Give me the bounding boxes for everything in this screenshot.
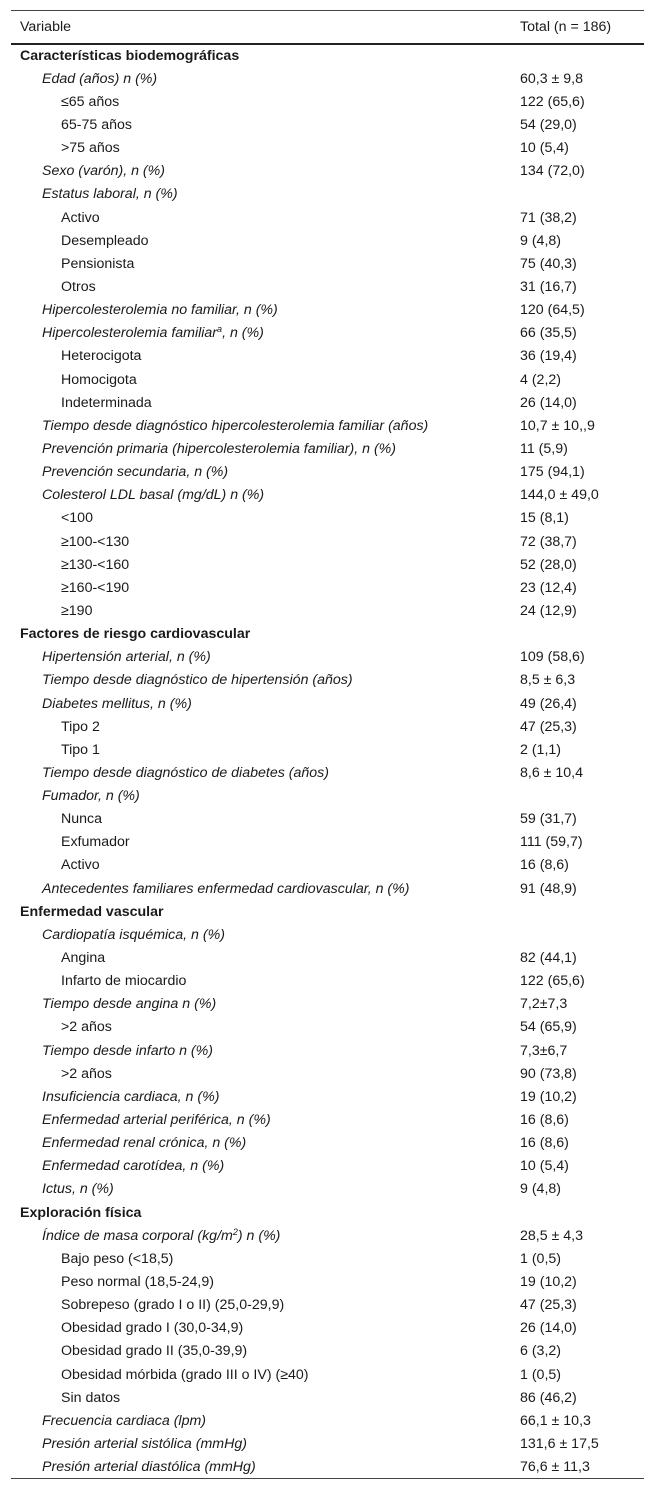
variable-cell bbox=[11, 67, 511, 90]
total-value-cell: 2 (1,1) bbox=[520, 741, 562, 758]
variable-cell bbox=[11, 761, 511, 784]
table-row bbox=[11, 1132, 644, 1155]
table-row bbox=[11, 507, 644, 530]
variable-cell bbox=[11, 437, 511, 460]
total-value-cell: 90 (73,8) bbox=[520, 1065, 577, 1082]
variable-cell bbox=[11, 275, 511, 298]
variable-cell bbox=[11, 854, 511, 877]
total-value-cell: 19 (10,2) bbox=[520, 1274, 577, 1291]
table-row bbox=[11, 368, 644, 391]
total-value-cell: 111 (59,7) bbox=[520, 834, 583, 851]
table-row bbox=[11, 437, 644, 460]
table-row bbox=[11, 715, 644, 738]
total-value-cell: 52 (28,0) bbox=[520, 556, 577, 573]
total-value-cell: 54 (29,0) bbox=[520, 116, 577, 133]
variable-label: Estatus laboral, n (%) bbox=[42, 186, 178, 203]
table-row bbox=[11, 646, 644, 669]
variable-label: Exploración física bbox=[20, 1204, 142, 1221]
table-row bbox=[11, 252, 644, 275]
table-row bbox=[11, 970, 644, 993]
total-value-cell: 66,1 ± 10,3 bbox=[520, 1412, 591, 1429]
total-value-cell: 76,6 ± 11,3 bbox=[511, 1456, 644, 1479]
variable-cell bbox=[11, 414, 511, 437]
table-row bbox=[11, 530, 644, 553]
total-value-cell: 59 (31,7) bbox=[520, 811, 577, 828]
variable-cell bbox=[11, 1016, 511, 1039]
variable-label: >2 años bbox=[61, 1019, 112, 1036]
variable-label: Nunca bbox=[61, 811, 103, 828]
table-row bbox=[11, 877, 644, 900]
table-row bbox=[11, 946, 644, 969]
table-row bbox=[11, 854, 644, 877]
total-value-cell: 71 (38,2) bbox=[520, 209, 577, 226]
variable-cell bbox=[11, 44, 511, 67]
table-row bbox=[11, 414, 644, 437]
variable-label: Desempleado bbox=[61, 232, 149, 249]
total-value-cell: 144,0 ± 49,0 bbox=[520, 487, 599, 504]
characteristics-table bbox=[11, 10, 644, 1479]
variable-label: <100 bbox=[61, 510, 93, 527]
variable-cell bbox=[11, 1247, 511, 1270]
variable-cell bbox=[11, 646, 511, 669]
variable-cell bbox=[11, 530, 511, 553]
total-value-cell: 10 (5,4) bbox=[520, 1158, 569, 1175]
variable-label: Heterocigota bbox=[61, 348, 142, 365]
table-row bbox=[11, 1247, 644, 1270]
variable-cell bbox=[11, 785, 511, 808]
total-value-cell: 122 (65,6) bbox=[520, 973, 585, 990]
table-row bbox=[11, 391, 644, 414]
variable-label: Pensionista bbox=[61, 255, 135, 272]
variable-label: Activo bbox=[61, 857, 100, 874]
total-value-cell: 24 (12,9) bbox=[520, 602, 577, 619]
variable-cell bbox=[11, 183, 511, 206]
total-value-cell: 10 (5,4) bbox=[520, 140, 569, 157]
superscript: 2 bbox=[232, 1226, 238, 1237]
variable-cell bbox=[11, 368, 511, 391]
table-body bbox=[11, 44, 644, 1479]
variable-cell bbox=[11, 1085, 511, 1108]
variable-cell bbox=[11, 1062, 511, 1085]
table-row bbox=[11, 1108, 644, 1131]
table-row bbox=[11, 137, 644, 160]
total-value-cell bbox=[511, 183, 644, 206]
variable-cell bbox=[11, 252, 511, 275]
variable-label: Sexo (varón), n (%) bbox=[42, 163, 165, 180]
total-value-cell: 120 (64,5) bbox=[520, 302, 585, 319]
variable-cell bbox=[11, 900, 511, 923]
variable-label: Prevención primaria (hipercolesterolemia familiar), n (%) bbox=[42, 440, 397, 457]
variable-cell bbox=[11, 137, 511, 160]
total-value-cell: 49 (26,4) bbox=[520, 695, 577, 712]
variable-cell bbox=[11, 1386, 511, 1409]
table-row bbox=[11, 669, 644, 692]
variable-label: Infarto de miocardio bbox=[61, 973, 187, 990]
total-value-cell: 131,6 ± 17,5 bbox=[520, 1436, 599, 1452]
table-row bbox=[11, 808, 644, 831]
total-value-cell: 60,3 ± 9,8 bbox=[520, 70, 584, 87]
table-row bbox=[11, 90, 644, 113]
total-value-cell: 47 (25,3) bbox=[520, 718, 577, 735]
variable-label: >2 años bbox=[61, 1065, 112, 1082]
variable-label: Tiempo desde diagnóstico de hipertensión (años) bbox=[42, 672, 353, 689]
table-row bbox=[11, 1085, 644, 1108]
variable-cell bbox=[11, 692, 511, 715]
variable-cell bbox=[11, 923, 511, 946]
variable-label: Prevención secundaria, n (%) bbox=[42, 464, 229, 481]
header-variable: Variable bbox=[11, 11, 511, 45]
table-row bbox=[11, 299, 644, 322]
total-value-cell: 7,2±7,3 bbox=[520, 996, 568, 1013]
variable-label: Obesidad mórbida (grado III o IV) (≥40) bbox=[61, 1366, 309, 1383]
variable-cell bbox=[11, 1108, 511, 1131]
variable-label: Indeterminada bbox=[61, 394, 152, 411]
variable-label: Colesterol LDL basal (mg/dL) n (%) bbox=[42, 487, 265, 504]
total-value-cell: 134 (72,0) bbox=[520, 163, 585, 180]
variable-label: Sin datos bbox=[61, 1389, 121, 1406]
table-row bbox=[11, 229, 644, 252]
total-value-cell: 175 (94,1) bbox=[520, 464, 585, 481]
total-value-cell: 47 (25,3) bbox=[520, 1297, 577, 1314]
variable-label: Hipertensión arterial, n (%) bbox=[42, 649, 211, 666]
variable-cell bbox=[11, 90, 511, 113]
superscript: a bbox=[217, 324, 223, 335]
total-value-cell: 36 (19,4) bbox=[520, 348, 577, 365]
variable-label: Enfermedad renal crónica, n (%) bbox=[42, 1135, 247, 1152]
total-value-cell bbox=[511, 900, 644, 923]
variable-label: Obesidad grado I (30,0-34,9) bbox=[61, 1320, 244, 1337]
total-value-cell: 9 (4,8) bbox=[520, 232, 562, 249]
table-row bbox=[11, 576, 644, 599]
variable-label: Frecuencia cardiaca (lpm) bbox=[42, 1412, 207, 1429]
variable-cell bbox=[11, 345, 511, 368]
table-row bbox=[11, 738, 644, 761]
table-row bbox=[11, 1062, 644, 1085]
total-value-cell: 8,6 ± 10,4 bbox=[520, 764, 584, 781]
total-value-cell bbox=[511, 785, 644, 808]
total-value-cell: 6 (3,2) bbox=[520, 1343, 562, 1360]
table-row bbox=[11, 484, 644, 507]
variable-cell bbox=[11, 1039, 511, 1062]
total-value-cell: 16 (8,6) bbox=[520, 1112, 569, 1129]
variable-cell bbox=[11, 1294, 511, 1317]
total-value-cell: 91 (48,9) bbox=[520, 880, 577, 897]
variable-cell bbox=[11, 808, 511, 831]
variable-label: Tiempo desde angina n (%) bbox=[42, 996, 217, 1013]
variable-label: Fumador, n (%) bbox=[42, 788, 140, 805]
variable-label: ≤65 años bbox=[61, 93, 120, 110]
variable-cell bbox=[11, 599, 511, 622]
total-value-cell: 26 (14,0) bbox=[520, 394, 577, 411]
table-row bbox=[11, 1456, 644, 1479]
table-row bbox=[11, 183, 644, 206]
variable-cell bbox=[11, 507, 511, 530]
variable-cell bbox=[11, 1155, 511, 1178]
total-value-cell: 10,7 ± 10,,9 bbox=[520, 417, 595, 434]
variable-label: Tipo 1 bbox=[61, 741, 100, 758]
total-value-cell: 109 (58,6) bbox=[520, 649, 585, 666]
variable-label: ≥160-<190 bbox=[61, 579, 130, 596]
variable-cell bbox=[11, 993, 511, 1016]
variable-label: Ictus, n (%) bbox=[42, 1181, 114, 1198]
variable-label: Edad (años) n (%) bbox=[42, 70, 158, 87]
total-value-cell: 9 (4,8) bbox=[520, 1181, 562, 1198]
total-value-cell: 1 (0,5) bbox=[520, 1366, 562, 1383]
variable-cell bbox=[11, 738, 511, 761]
variable-label: Obesidad grado II (35,0-39,9) bbox=[61, 1343, 248, 1360]
total-value-cell: 86 (46,2) bbox=[520, 1389, 577, 1406]
variable-cell bbox=[11, 831, 511, 854]
variable-cell bbox=[11, 461, 511, 484]
section-header-row bbox=[11, 623, 644, 646]
variable-label: Hipercolesterolemia no familiar, n (%) bbox=[42, 302, 278, 319]
variable-cell bbox=[11, 1340, 511, 1363]
variable-label: Angina bbox=[61, 950, 106, 967]
table-row bbox=[11, 692, 644, 715]
variable-cell bbox=[11, 391, 511, 414]
total-value-cell bbox=[511, 623, 644, 646]
total-value-cell: 54 (65,9) bbox=[520, 1019, 577, 1036]
variable-label: Exfumador bbox=[61, 834, 130, 851]
total-value-cell: 28,5 ± 4,3 bbox=[520, 1227, 584, 1244]
variable-label: Activo bbox=[61, 209, 100, 226]
table-row bbox=[11, 1178, 644, 1201]
variable-label: Diabetes mellitus, n (%) bbox=[42, 695, 192, 712]
table-row bbox=[11, 1294, 644, 1317]
variable-label: Sobrepeso (grado I o II) (25,0-29,9) bbox=[61, 1297, 285, 1314]
variable-cell bbox=[11, 1456, 511, 1479]
variable-cell bbox=[11, 946, 511, 969]
variable-label: ≥130-<160 bbox=[61, 556, 130, 573]
table-row bbox=[11, 322, 644, 345]
variable-label: Insuficiencia cardiaca, n (%) bbox=[42, 1088, 220, 1105]
variable-label: Tiempo desde diagnóstico hipercolesterolemia familiar (años) bbox=[42, 417, 429, 434]
variable-label: ≥100-<130 bbox=[61, 533, 130, 550]
variable-label: Hipercolesterolemia familiar bbox=[42, 325, 218, 342]
table-row bbox=[11, 1155, 644, 1178]
table-row bbox=[11, 1039, 644, 1062]
total-value-cell: 7,3±6,7 bbox=[520, 1042, 568, 1059]
total-value-cell: 26 (14,0) bbox=[520, 1320, 577, 1337]
table-row bbox=[11, 67, 644, 90]
table-container bbox=[11, 10, 644, 1479]
variable-cell bbox=[11, 229, 511, 252]
variable-label: Enfermedad carotídea, n (%) bbox=[42, 1158, 225, 1175]
variable-label: Factores de riesgo cardiovascular bbox=[20, 626, 251, 643]
total-value-cell: 16 (8,6) bbox=[520, 1135, 569, 1152]
variable-cell bbox=[11, 113, 511, 136]
variable-cell bbox=[11, 1224, 511, 1247]
table-row bbox=[11, 1386, 644, 1409]
header-total: Total (n = 186) bbox=[511, 11, 644, 45]
table-row bbox=[11, 1363, 644, 1386]
variable-cell bbox=[11, 206, 511, 229]
variable-cell bbox=[11, 1201, 511, 1224]
variable-label: ≥190 bbox=[61, 602, 93, 619]
table-row bbox=[11, 275, 644, 298]
table-row bbox=[11, 923, 644, 946]
variable-cell bbox=[11, 970, 511, 993]
total-value-cell: 23 (12,4) bbox=[520, 579, 577, 596]
table-row bbox=[11, 1016, 644, 1039]
variable-label: Peso normal (18,5-24,9) bbox=[61, 1274, 214, 1291]
variable-label-suffix: ) n (%) bbox=[237, 1227, 281, 1244]
variable-cell bbox=[11, 299, 511, 322]
total-value-cell: 66 (35,5) bbox=[520, 325, 577, 342]
total-value-cell: 72 (38,7) bbox=[520, 533, 577, 550]
table-row bbox=[11, 1409, 644, 1432]
table-row bbox=[11, 1432, 644, 1455]
table-row bbox=[11, 1340, 644, 1363]
variable-cell bbox=[11, 669, 511, 692]
total-value-cell bbox=[511, 44, 644, 67]
total-value-cell: 19 (10,2) bbox=[520, 1088, 577, 1105]
table-row bbox=[11, 345, 644, 368]
table-row bbox=[11, 1317, 644, 1340]
variable-label: Cardiopatía isquémica, n (%) bbox=[42, 926, 225, 943]
total-value-cell: 122 (65,6) bbox=[520, 93, 585, 110]
total-value-cell bbox=[511, 1201, 644, 1224]
variable-label: Presión arterial diastólica (mmHg) bbox=[42, 1458, 256, 1475]
table-row bbox=[11, 1224, 644, 1247]
section-header-row bbox=[11, 900, 644, 923]
table-row bbox=[11, 206, 644, 229]
variable-cell bbox=[11, 1132, 511, 1155]
total-value-cell: 1 (0,5) bbox=[520, 1250, 562, 1267]
table-row bbox=[11, 831, 644, 854]
total-value-cell: 31 (16,7) bbox=[520, 278, 577, 295]
variable-cell bbox=[11, 623, 511, 646]
variable-label-suffix: , n (%) bbox=[222, 325, 264, 342]
variable-cell bbox=[11, 1317, 511, 1340]
variable-label: Bajo peso (<18,5) bbox=[61, 1250, 174, 1267]
table-row bbox=[11, 1270, 644, 1293]
variable-label: Enfermedad arterial periférica, n (%) bbox=[42, 1112, 271, 1129]
total-value-cell: 4 (2,2) bbox=[520, 371, 562, 388]
variable-cell bbox=[11, 160, 511, 183]
table-header-row bbox=[11, 11, 644, 45]
total-value-cell: 82 (44,1) bbox=[520, 950, 577, 967]
table-row bbox=[11, 761, 644, 784]
variable-cell bbox=[11, 553, 511, 576]
variable-label: Tipo 2 bbox=[61, 718, 100, 735]
variable-label: Enfermedad vascular bbox=[20, 903, 164, 920]
variable-cell bbox=[11, 877, 511, 900]
variable-label: >75 años bbox=[61, 140, 120, 157]
variable-cell bbox=[11, 1270, 511, 1293]
variable-label: Características biodemográficas bbox=[20, 48, 240, 65]
variable-cell bbox=[11, 322, 511, 345]
variable-label: Tiempo desde infarto n (%) bbox=[42, 1042, 213, 1059]
section-header-row bbox=[11, 1201, 644, 1224]
section-header-row bbox=[11, 44, 644, 67]
variable-cell bbox=[11, 576, 511, 599]
variable-label: 65-75 años bbox=[61, 116, 132, 133]
variable-cell bbox=[11, 1432, 511, 1455]
table-row bbox=[11, 599, 644, 622]
table-row bbox=[11, 113, 644, 136]
total-value-cell: 15 (8,1) bbox=[520, 510, 569, 527]
variable-cell bbox=[11, 1409, 511, 1432]
variable-cell bbox=[11, 1178, 511, 1201]
total-value-cell bbox=[511, 923, 644, 946]
variable-label: Presión arterial sistólica (mmHg) bbox=[42, 1436, 247, 1452]
total-value-cell: 8,5 ± 6,3 bbox=[520, 672, 576, 689]
variable-label: Homocigota bbox=[61, 371, 137, 388]
total-value-cell: 11 (5,9) bbox=[520, 440, 568, 457]
variable-label: Tiempo desde diagnóstico de diabetes (años) bbox=[42, 764, 329, 781]
variable-cell bbox=[11, 484, 511, 507]
variable-cell bbox=[11, 1363, 511, 1386]
total-value-cell: 75 (40,3) bbox=[520, 255, 577, 272]
table-row bbox=[11, 553, 644, 576]
table-row bbox=[11, 785, 644, 808]
variable-label: Otros bbox=[61, 278, 96, 295]
variable-cell bbox=[11, 715, 511, 738]
variable-label: Índice de masa corporal (kg/m bbox=[42, 1227, 233, 1244]
variable-label: Antecedentes familiares enfermedad cardiovascular, n (%) bbox=[42, 880, 410, 897]
table-row bbox=[11, 993, 644, 1016]
table-row bbox=[11, 160, 644, 183]
total-value-cell: 16 (8,6) bbox=[520, 857, 569, 874]
table-row bbox=[11, 461, 644, 484]
